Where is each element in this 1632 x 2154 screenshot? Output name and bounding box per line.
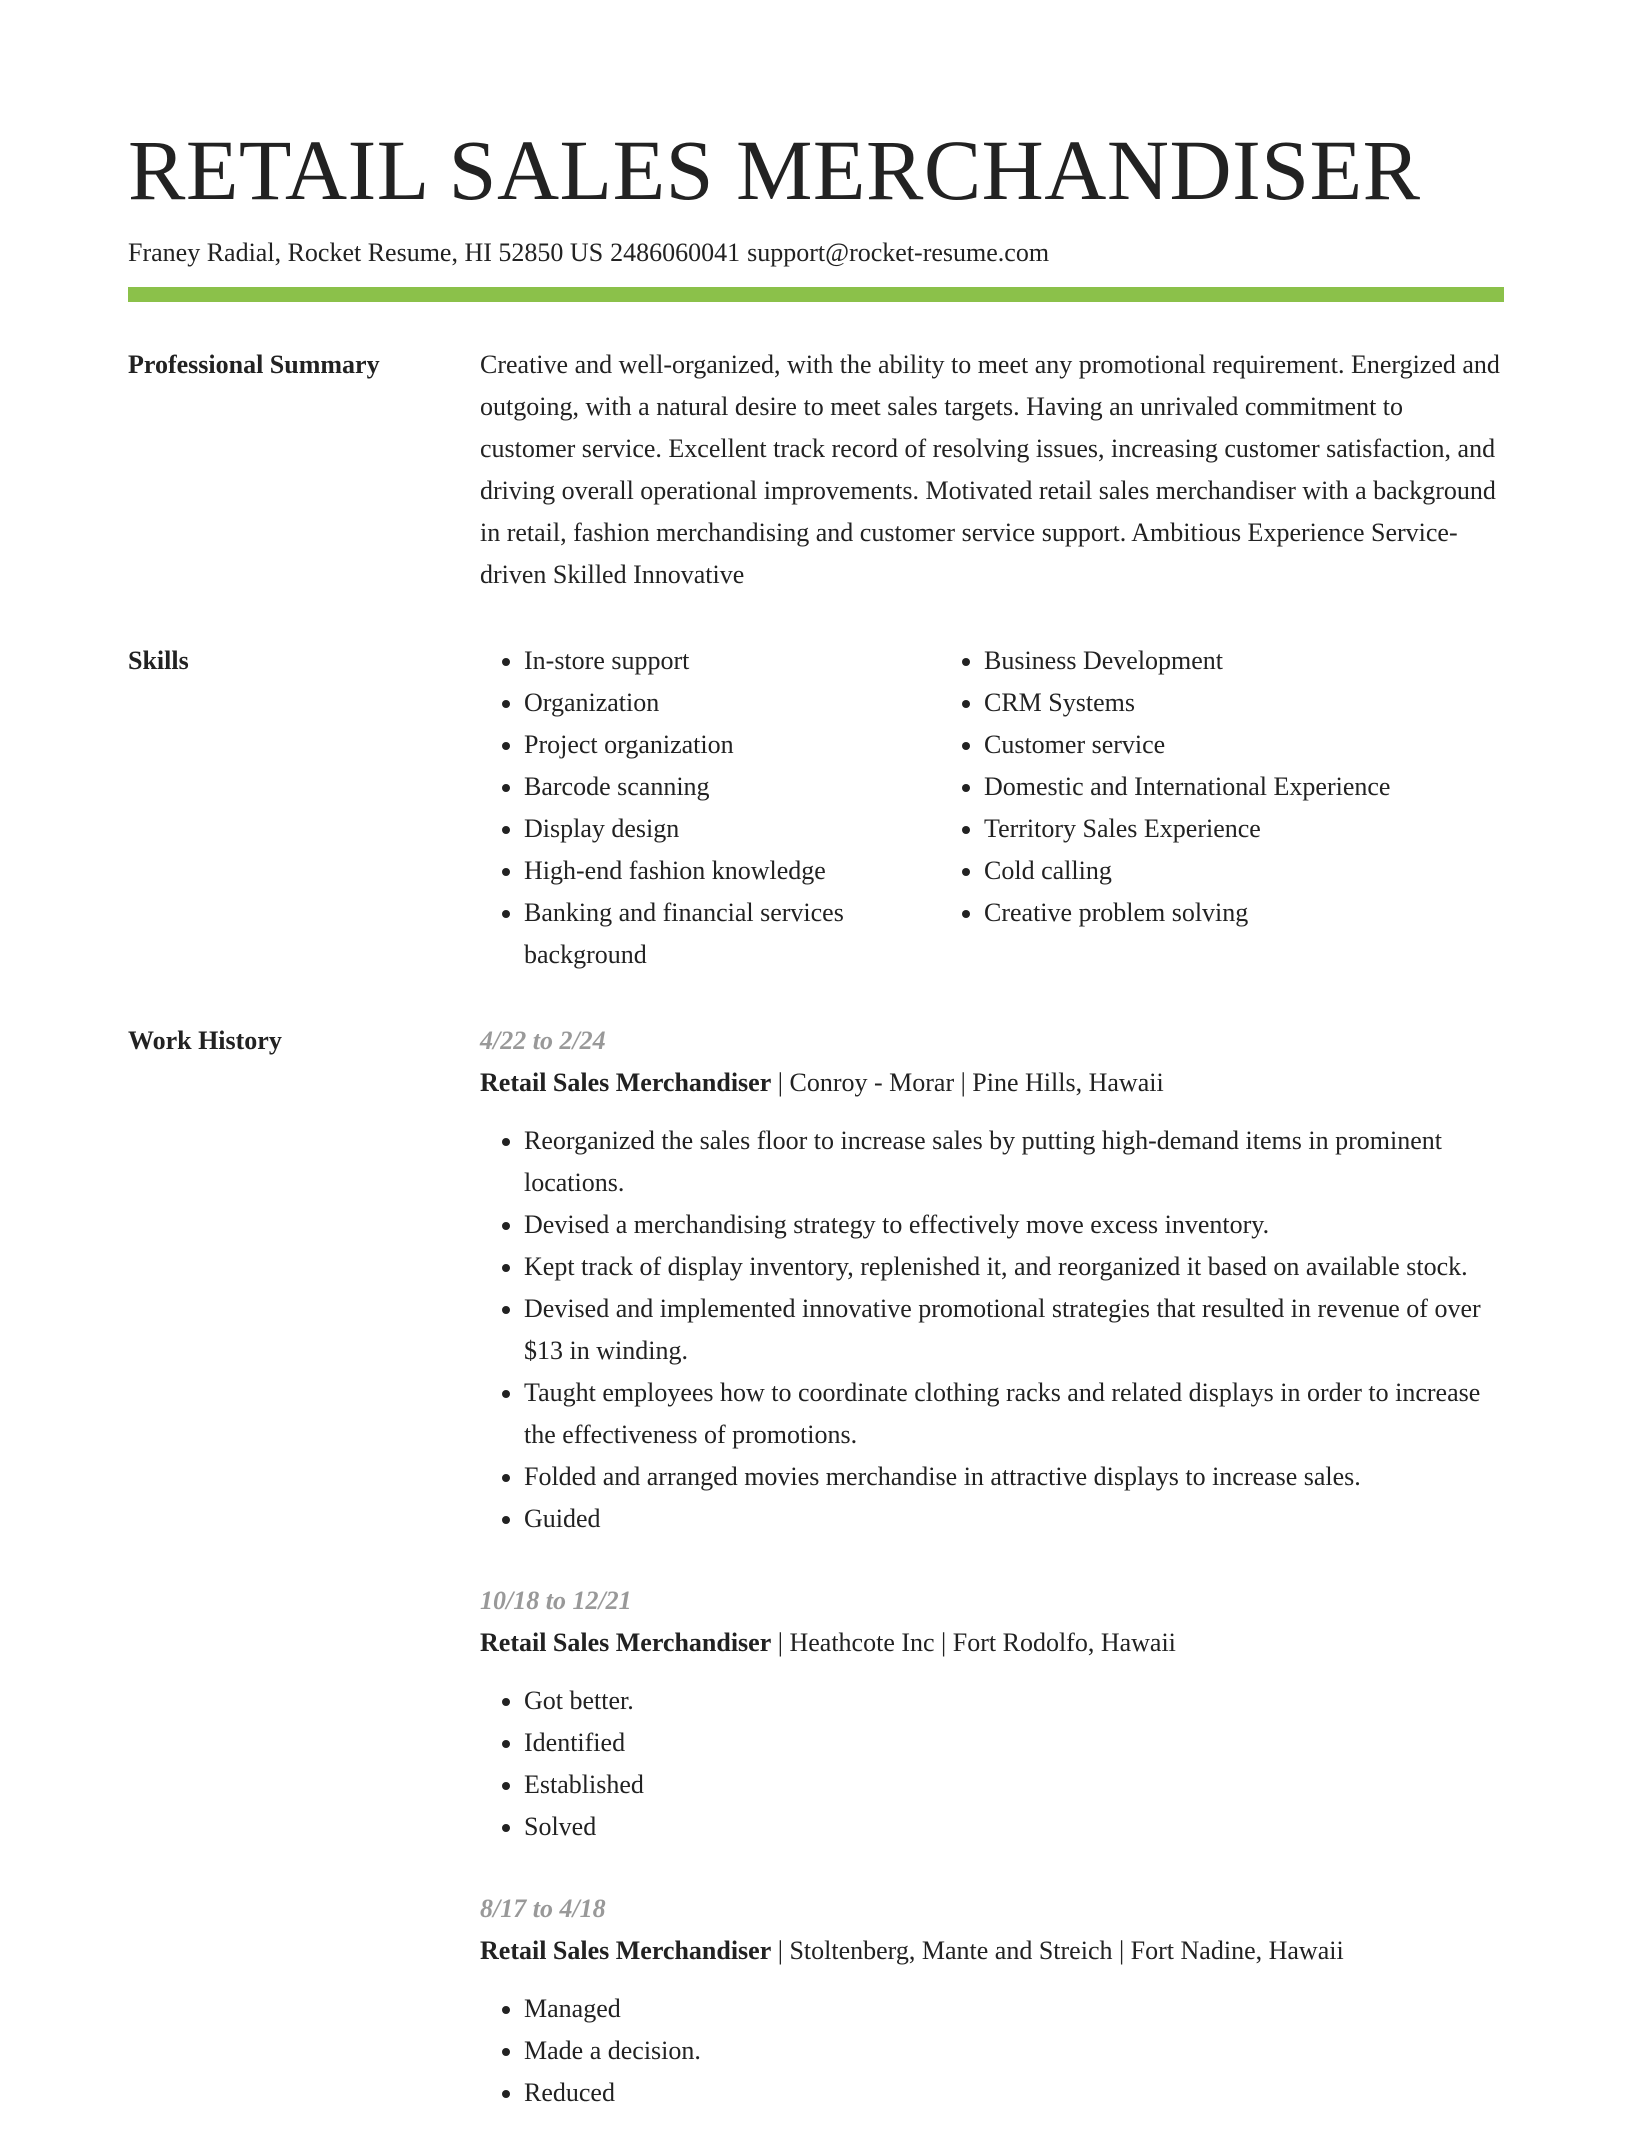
accent-divider bbox=[128, 287, 1504, 302]
job-company-location: | Conroy - Morar | Pine Hills, Hawaii bbox=[777, 1068, 1164, 1097]
job-bullet: • Taught employees how to coordinate clothing racks and related displays in order to increase the effectiveness of promotions. bbox=[524, 1372, 1504, 1456]
skill-item: • Cold calling bbox=[984, 850, 1504, 892]
job-bullets bbox=[480, 1680, 1504, 1848]
skills-section bbox=[128, 648, 1504, 976]
skill-item: • Creative problem solving bbox=[984, 892, 1504, 934]
skills-list-right bbox=[940, 640, 1504, 976]
job-bullet: • Kept track of display inventory, replenished it, and reorganized it based on available stock. bbox=[524, 1246, 1504, 1288]
skill-item: • Organization bbox=[524, 682, 940, 724]
job-bullet: • Established bbox=[524, 1764, 1504, 1806]
job-bullet: • Reorganized the sales floor to increase sales by putting high-demand items in prominent locations. bbox=[524, 1120, 1504, 1204]
job-title: Retail Sales Merchandiser bbox=[480, 1068, 772, 1097]
job-company-location: | Stoltenberg, Mante and Streich | Fort Nadine, Hawaii bbox=[777, 1936, 1344, 1965]
skill-item: • Display design bbox=[524, 808, 940, 850]
job-title: Retail Sales Merchandiser bbox=[480, 1936, 772, 1965]
job-bullet: • Got better. bbox=[524, 1680, 1504, 1722]
summary-text: Creative and well-organized, with the ability to meet any promotional requirement. Energized and outgoing, with a natural desire to meet sales targets. Having an unrivaled commitment to customer service. Excellent track record of resolving issues, increasing customer satisfaction, and driving overall operational improvements. Motivated retail sales merchandiser with a background in retail, fashion merchandising and customer service support. Ambitious Experience Service-driven Skilled Innovative bbox=[480, 350, 1500, 589]
skill-item: • Customer service bbox=[984, 724, 1504, 766]
skill-item: • Domestic and International Experience bbox=[984, 766, 1504, 808]
skill-item: • Barcode scanning bbox=[524, 766, 940, 808]
skill-item: • Banking and financial services background bbox=[524, 892, 940, 976]
job-bullet: • Solved bbox=[524, 1806, 1504, 1848]
job-title-line bbox=[480, 1622, 1504, 1664]
job-title-line bbox=[480, 1062, 1504, 1104]
job-bullet: • Made a decision. bbox=[524, 2030, 1504, 2072]
summary-heading: Professional Summary bbox=[128, 350, 380, 379]
job-bullet: • Managed bbox=[524, 1988, 1504, 2030]
skills-list-left bbox=[480, 640, 940, 976]
skill-item: • Project organization bbox=[524, 724, 940, 766]
job-bullet: • Guided bbox=[524, 1498, 1504, 1540]
job-bullet: • Folded and arranged movies merchandise in attractive displays to increase sales. bbox=[524, 1456, 1504, 1498]
job-dates: 4/22 to 2/24 bbox=[480, 1026, 606, 1055]
skill-item: • High-end fashion knowledge bbox=[524, 850, 940, 892]
skills-heading: Skills bbox=[128, 646, 189, 675]
job-bullet: • Devised a merchandising strategy to effectively move excess inventory. bbox=[524, 1204, 1504, 1246]
job-title-line bbox=[480, 1930, 1504, 1972]
job-entry bbox=[480, 1888, 1504, 2114]
resume-name: RETAIL SALES MERCHANDISER bbox=[128, 122, 1421, 218]
job-company-location: | Heathcote Inc | Fort Rodolfo, Hawaii bbox=[777, 1628, 1176, 1657]
skill-item: • In-store support bbox=[524, 640, 940, 682]
contact-address: Franey Radial, Rocket Resume, HI 52850 US bbox=[128, 238, 604, 267]
contact-email: support@rocket-resume.com bbox=[747, 238, 1050, 267]
contact-phone: 2486060041 bbox=[610, 238, 741, 267]
skill-item: • CRM Systems bbox=[984, 682, 1504, 724]
skill-item: • Business Development bbox=[984, 640, 1504, 682]
skill-item: • Territory Sales Experience bbox=[984, 808, 1504, 850]
skills-columns bbox=[480, 640, 1504, 976]
contact-line bbox=[128, 236, 1504, 270]
summary-section bbox=[128, 352, 1504, 596]
job-dates: 8/17 to 4/18 bbox=[480, 1894, 606, 1923]
job-bullet: • Devised and implemented innovative promotional strategies that resulted in revenue of over $13 in winding. bbox=[524, 1288, 1504, 1372]
job-entry bbox=[480, 1020, 1504, 1540]
job-dates: 10/18 to 12/21 bbox=[480, 1586, 632, 1615]
job-bullet: • Identified bbox=[524, 1722, 1504, 1764]
job-title: Retail Sales Merchandiser bbox=[480, 1628, 772, 1657]
job-bullet: • Reduced bbox=[524, 2072, 1504, 2114]
job-bullets bbox=[480, 1120, 1504, 1540]
job-bullets bbox=[480, 1988, 1504, 2114]
work-history-section bbox=[128, 1028, 1504, 2154]
work-history-heading: Work History bbox=[128, 1026, 282, 1055]
job-entry bbox=[480, 1580, 1504, 1848]
